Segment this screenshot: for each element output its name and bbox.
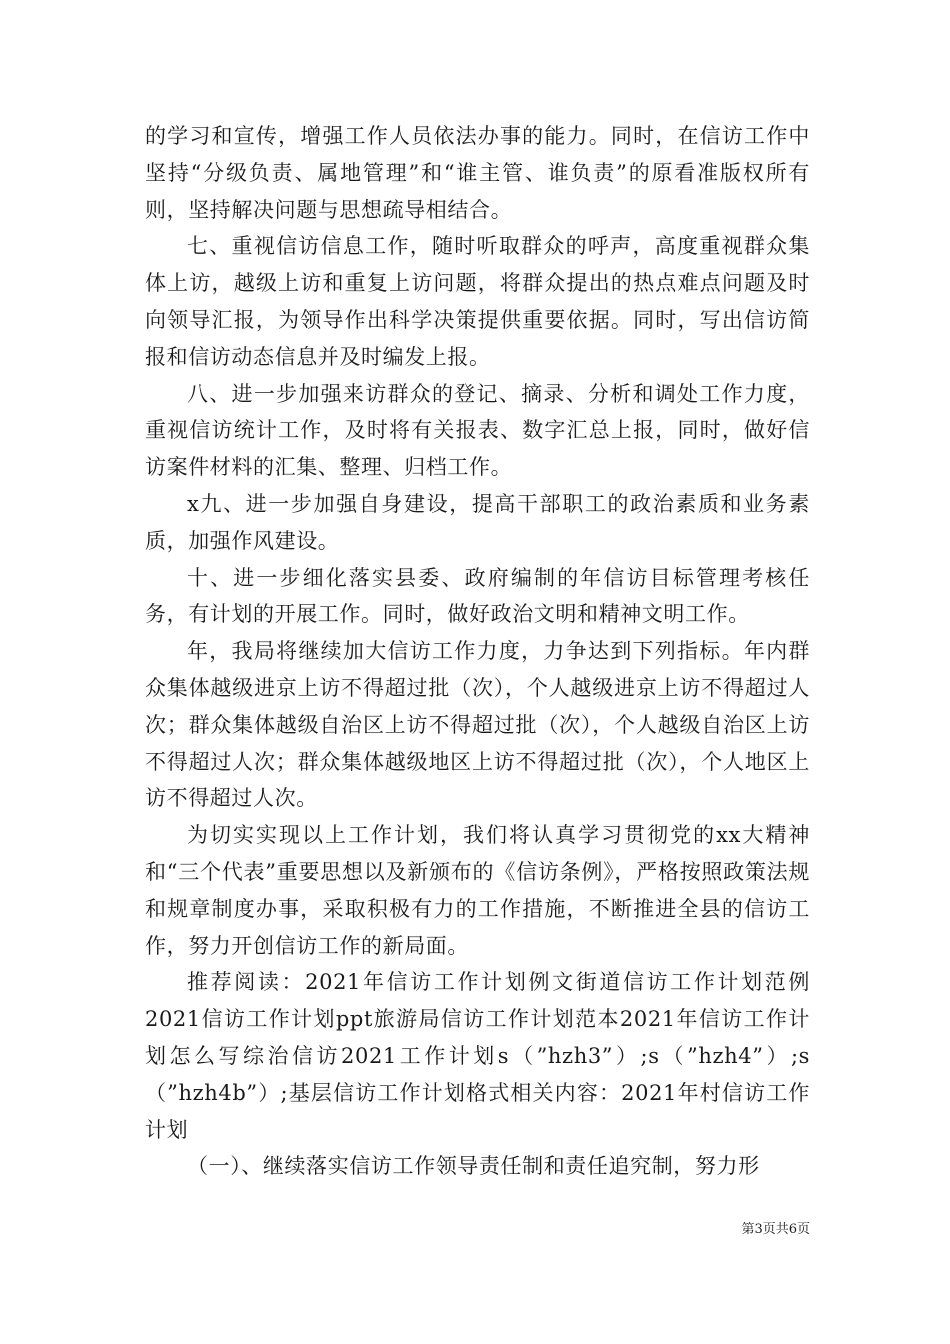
paragraph-item-8: 八、进一步加强来访群众的登记、摘录、分析和调处工作力度，重视信访统计工作，及时将有关报表、数字汇总上报，同时，做好信访案件材料的汇集、整理、归档工作。 [145,381,810,480]
paragraph-continuation: 的学习和宣传，增强工作人员依法办事的能力。同时，在信访工作中坚持“分级负责、属地管理”和“谁主管、谁负责”的原看准版权所有则，坚持解决问题与思想疏导相结合。 [145,124,810,222]
paragraph-item-10: 十、进一步细化落实县委、政府编制的年信访目标管理考核任务，有计划的开展工作。同时，做好政治文明和精神文明工作。 [145,565,810,627]
paragraph-conclusion: 为切实实现以上工作计划，我们将认真学习贯彻党的xx大精神和“三个代表”重要思想以及新颁布的《信访条例》，严格按照政策法规和规章制度办事，采取积极有力的工作措施，不断推进全县的信访工作，努力开创信访工作的新局面。 [145,823,810,958]
paragraph-section-one: （一）、继续落实信访工作领导责任制和责任追究制，努力形 [187,1154,760,1179]
paragraph-item-7: 七、重视信访信息工作，随时听取群众的呼声，高度重视群众集体上访，越级上访和重复上访问题，将群众提出的热点难点问题及时向领导汇报，为领导作出科学决策提供重要依据。同时，写出信访简报和信访动态信息并及时编发上报。 [145,234,810,369]
paragraph-item-9: x九、进一步加强自身建设，提高干部职工的政治素质和业务素质，加强作风建设。 [145,491,810,553]
paragraph-targets: 年，我局将继续加大信访工作力度，力争达到下列指标。年内群众集体越级进京上访不得超过批（次），个人越级进京上访不得超过人次；群众集体越级自治区上访不得超过批（次），个人越级自治区上访不得超过人次；群众集体越级地区上访不得超过批（次），个人地区上访不得超过人次。 [145,639,810,811]
page-number: 第3页共6页 [741,1222,810,1237]
document-body [145,118,810,1185]
paragraph-recommended-reading: 推荐阅读：2021年信访工作计划例文街道信访工作计划范例2021信访工作计划ppt旅游局信访工作计划范本2021年信访工作计划怎么写综治信访2021工作计划s（”hzh3”）;s（”hzh4”）;s（”hzh4b”）;基层信访工作计划格式相关内容：2021年村信访工作计划 [145,970,810,1142]
